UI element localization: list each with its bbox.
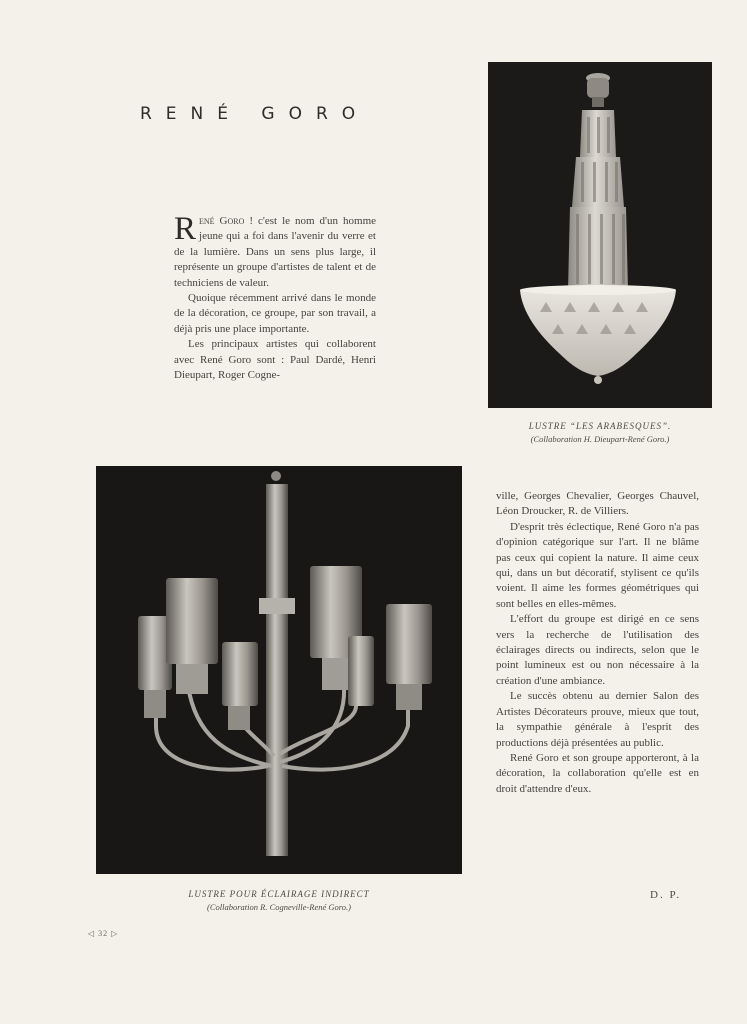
article-paragraph-6: Le succès obtenu au dernier Salon des Artistes Décorateurs prouve, mieux que tout, la sympathie générale à l'esprit des productions déjà présentées au public. [496, 690, 699, 749]
drop-cap: R [174, 211, 197, 247]
chandelier-photo-indirect [96, 466, 462, 874]
article-paragraph-2: Quoique récemment arrivé dans le monde de la décoration, ce groupe, par son travail, a déjà pris une place importante. [174, 292, 376, 335]
figure-title: LUSTRE “LES ARABESQUES”. [528, 421, 672, 431]
figure-caption-indirect [96, 888, 462, 914]
article-paragraph-5: L'effort du groupe est dirigé en ce sens vers la recherche de l'utilisation des éclairages directs ou indirects, selon que le point lumineux est ou non nécessaire à la création d'une ambiance. [496, 613, 699, 687]
paragraph-1-text: ! c'est le nom d'un homme jeune qui a foi dans l'avenir du verre et de la lumière. Dans un sens plus large, il représente un groupe d'artistes de talent et de techniciens de valeur. [174, 215, 377, 289]
figure-title: LUSTRE POUR ÉCLAIRAGE INDIRECT [188, 889, 370, 899]
page-title: RENÉ GORO [140, 104, 370, 124]
chandelier-indirect-illustration [96, 466, 462, 874]
article-paragraph-4: D'esprit très éclectique, René Goro n'a pas d'opinion catégorique sur l'art. Il ne blâme pas ceux qui copient la nature. Il aime ceux qui, dans un but décoratif, stylisent ce qu'ils voient. Il aime les formes géométriques qui sont belles en elles-mêmes. [496, 520, 699, 610]
article-column-right [496, 489, 699, 797]
figure-caption-arabesques [488, 420, 712, 446]
figure-credit: (Collaboration R. Cogneville-René Goro.) [207, 902, 351, 912]
page-number: ◁ 32 ▷ [88, 929, 119, 938]
author-signature: D. P. [650, 889, 682, 901]
article-column-left [174, 211, 377, 383]
article-paragraph-3: Les principaux artistes qui collaborent avec René Goro sont : Paul Dardé, Henri Dieupart, Roger Cogne- [174, 338, 376, 382]
lead-name: ené Goro [199, 215, 245, 227]
figure-credit: (Collaboration H. Dieupart-René Goro.) [530, 434, 670, 444]
chandelier-arabesques-illustration [488, 62, 712, 408]
article-paragraph-7: René Goro et son groupe apporteront, à la décoration, la collaboration qu'elle est en droit d'attendre d'eux. [496, 751, 699, 795]
article-paragraph-3-continued: ville, Georges Chevalier, Georges Chauvel, Léon Droucker, R. de Villiers. [496, 490, 699, 518]
chandelier-photo-arabesques [488, 62, 712, 408]
article-paragraph-1 [174, 211, 377, 291]
